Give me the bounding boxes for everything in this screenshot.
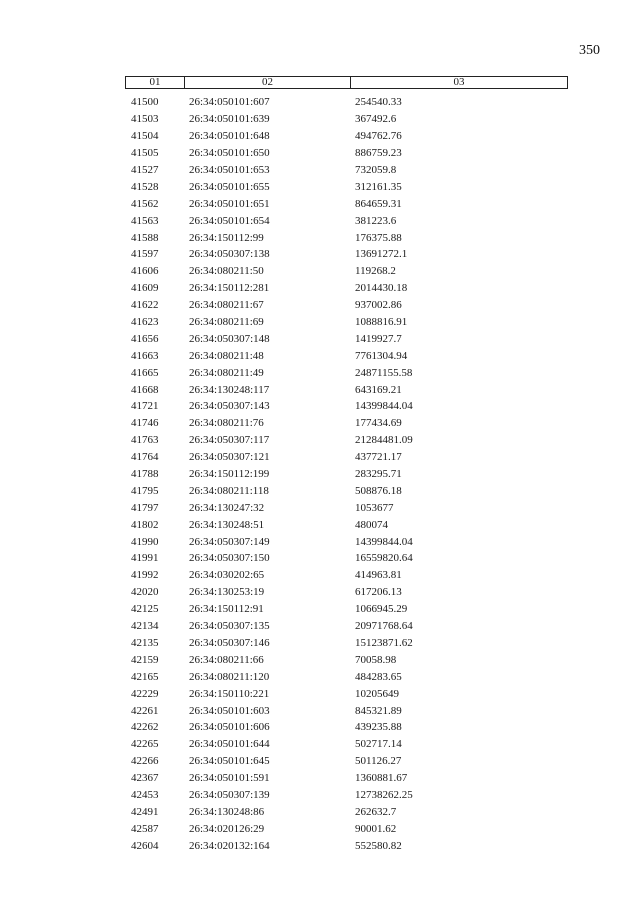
cadastral-number-cell: 26:34:030202:65 [189,569,265,582]
record-id-cell: 42367 [131,772,159,785]
value-cell: 617206.13 [355,586,402,599]
cadastral-number-cell: 26:34:080211:67 [189,299,264,312]
value-cell: 176375.88 [355,231,402,244]
cadastral-number-cell: 26:34:080211:118 [189,484,269,497]
cadastral-number-cell: 26:34:050307:148 [189,332,270,345]
cadastral-number-cell: 26:34:150112:199 [189,468,270,481]
value-cell: 2014430.18 [355,282,408,295]
value-cell: 367492.6 [355,113,397,126]
cadastral-number-cell: 26:34:050101:651 [189,197,270,210]
record-id-cell: 42266 [131,755,159,768]
cadastral-number-cell: 26:34:050307:138 [189,248,270,261]
cadastral-number-cell: 26:34:050307:139 [189,788,270,801]
column-header-03: 03 [453,76,465,88]
value-cell: 643169.21 [355,383,402,396]
value-cell: 262632.7 [355,805,397,818]
table-row [131,753,568,770]
cadastral-number-cell: 26:34:080211:50 [189,265,264,278]
cadastral-number-cell: 26:34:130253:19 [189,586,265,599]
cadastral-number-cell: 26:34:050101:653 [189,164,270,176]
table-row [131,635,568,652]
cadastral-number-cell: 26:34:050307:121 [189,451,270,464]
record-id-cell: 41606 [131,265,159,278]
cadastral-number-cell: 26:34:080211:49 [189,366,264,379]
value-cell: 1419927.7 [355,332,402,345]
record-id-cell: 42587 [131,822,159,835]
cadastral-number-cell: 26:34:050307:143 [189,400,270,413]
cadastral-number-cell: 26:34:150110:221 [189,687,270,700]
cadastral-number-cell: 26:34:020126:29 [189,822,265,835]
cadastral-number-cell: 26:34:130247:32 [189,501,265,514]
record-id-cell: 41764 [131,451,159,464]
table-row [131,685,568,702]
table-row [131,347,568,364]
record-id-cell: 42159 [131,653,159,666]
record-id-cell: 42262 [131,721,159,734]
record-id-cell: 41505 [131,147,159,160]
table-row [131,195,568,212]
record-id-cell: 41802 [131,518,159,531]
table-row [131,297,568,314]
cadastral-number-cell: 26:34:130248:86 [189,805,265,818]
cadastral-number-cell: 26:34:080211:48 [189,349,264,362]
record-id-cell: 41795 [131,484,159,497]
column-header-01: 01 [126,77,185,88]
table-header [125,76,568,89]
table-row [131,364,568,381]
cadastral-number-cell: 26:34:150112:281 [189,282,270,295]
table-row [131,381,568,398]
value-cell: 70058.98 [355,653,397,666]
table-row [131,263,568,280]
table-row [131,719,568,736]
record-id-cell: 41622 [131,299,159,312]
cadastral-number-cell: 26:34:130248:51 [189,518,265,531]
value-cell: 16559820.64 [355,552,413,565]
value-cell: 937002.86 [355,299,402,312]
table-row [131,651,568,668]
record-id-cell: 42261 [131,704,159,717]
value-cell: 14399844.04 [355,535,413,548]
cadastral-number-cell: 26:34:050101:644 [189,738,270,751]
record-id-cell: 41788 [131,468,159,481]
record-id-cell: 41563 [131,214,159,227]
value-cell: 119268.2 [355,265,396,278]
record-id-cell: 42020 [131,586,159,599]
record-id-cell: 41504 [131,130,159,143]
cadastral-number-cell: 26:34:080211:69 [189,316,264,329]
record-id-cell: 41623 [131,316,159,329]
table-row [131,449,568,466]
record-id-cell: 41528 [131,180,159,193]
table-row [131,803,568,820]
value-cell: 437721.17 [355,451,402,464]
table-row [131,567,568,584]
table-row [131,128,568,145]
table-row [131,618,568,635]
value-cell: 508876.18 [355,484,402,497]
record-id-cell: 41597 [131,248,159,261]
record-id-cell: 41656 [131,332,159,345]
record-id-cell: 41527 [131,164,159,176]
table-row [131,550,568,567]
cadastral-number-cell: 26:34:050101:654 [189,214,270,227]
cadastral-number-cell: 26:34:150112:99 [189,231,264,244]
table-row [131,229,568,246]
cadastral-number-cell: 26:34:130248:117 [189,383,270,396]
table-row [131,820,568,837]
table-body [131,94,568,854]
record-id-cell: 41797 [131,501,159,514]
value-cell: 10205649 [355,687,399,700]
page-number: 350 [579,43,600,58]
table-row [131,466,568,483]
value-cell: 13691272.1 [355,248,408,261]
table-row [131,432,568,449]
cadastral-number-cell: 26:34:050101:606 [189,721,270,734]
record-id-cell: 41609 [131,282,159,295]
table-row [131,736,568,753]
table-row [131,398,568,415]
table-row [131,584,568,601]
table-row [131,94,568,111]
table-row [131,837,568,854]
record-id-cell: 41992 [131,569,159,582]
table-row [131,162,568,179]
value-cell: 552580.82 [355,839,402,852]
value-cell: 439235.88 [355,721,402,734]
value-cell: 414963.81 [355,569,402,582]
value-cell: 24871155.58 [355,366,413,379]
record-id-cell: 41500 [131,96,159,109]
value-cell: 1360881.67 [355,772,408,785]
cadastral-number-cell: 26:34:050101:607 [189,96,270,109]
value-cell: 501126.27 [355,755,402,768]
table-row [131,111,568,128]
value-cell: 177434.69 [355,417,402,430]
table-row [131,482,568,499]
table-row [131,178,568,195]
value-cell: 21284481.09 [355,434,413,447]
cadastral-number-cell: 26:34:050101:603 [189,704,270,717]
value-cell: 283295.71 [355,468,402,481]
column-header-02: 02 [185,77,351,88]
cadastral-number-cell: 26:34:050101:655 [189,180,270,193]
cadastral-number-cell: 26:34:050307:135 [189,620,270,633]
record-id-cell: 42134 [131,620,159,633]
cadastral-number-cell: 26:34:080211:76 [189,417,264,430]
value-cell: 15123871.62 [355,636,413,649]
value-cell: 312161.35 [355,180,402,193]
record-id-cell: 41991 [131,552,159,565]
cadastral-number-cell: 26:34:080211:66 [189,653,264,666]
table-row [131,516,568,533]
table-row [131,702,568,719]
value-cell: 480074 [355,518,388,531]
record-id-cell: 41663 [131,349,159,362]
cadastral-number-cell: 26:34:080211:120 [189,670,270,683]
value-cell: 7761304.94 [355,349,408,362]
value-cell: 1053677 [355,501,394,514]
value-cell: 494762.76 [355,130,402,143]
record-id-cell: 42135 [131,636,159,649]
value-cell: 864659.31 [355,197,402,210]
table-row [131,770,568,787]
record-id-cell: 41588 [131,231,159,244]
record-id-cell: 41665 [131,366,159,379]
record-id-cell: 41990 [131,535,159,548]
cadastral-number-cell: 26:34:150112:91 [189,603,264,616]
value-cell: 484283.65 [355,670,402,683]
table-row [131,499,568,516]
record-id-cell: 41503 [131,113,159,126]
value-cell: 732059.8 [355,164,397,176]
value-cell: 1088816.91 [355,316,408,329]
value-cell: 90001.62 [355,822,397,835]
value-cell: 14399844.04 [355,400,413,413]
record-id-cell: 42453 [131,788,159,801]
record-id-cell: 41763 [131,434,159,447]
value-cell: 845321.89 [355,704,402,717]
cadastral-number-cell: 26:34:050307:146 [189,636,270,649]
cadastral-number-cell: 26:34:050307:150 [189,552,270,565]
value-cell: 20971768.64 [355,620,413,633]
cadastral-number-cell: 26:34:050101:591 [189,772,270,785]
record-id-cell: 41746 [131,417,159,430]
table-row [131,668,568,685]
record-id-cell: 41668 [131,383,159,396]
record-id-cell: 41721 [131,400,159,413]
table-row [131,415,568,432]
value-cell: 254540.33 [355,96,402,109]
value-cell: 502717.14 [355,738,402,751]
cadastral-number-cell: 26:34:050101:639 [189,113,270,126]
record-id-cell: 41562 [131,197,159,210]
cadastral-number-cell: 26:34:050307:149 [189,535,270,548]
value-cell: 1066945.29 [355,603,408,616]
table-row [131,314,568,331]
value-cell: 12738262.25 [355,788,413,801]
table-row [131,601,568,618]
record-id-cell: 42491 [131,805,159,818]
record-id-cell: 42604 [131,839,159,852]
table-row [131,533,568,550]
table-row [131,280,568,297]
record-id-cell: 42125 [131,603,159,616]
cadastral-number-cell: 26:34:050101:648 [189,130,270,143]
value-cell: 381223.6 [355,214,397,227]
table-row [131,246,568,263]
record-id-cell: 42165 [131,670,159,683]
record-id-cell: 42229 [131,687,159,700]
cadastral-number-cell: 26:34:050307:117 [189,434,270,447]
table-row [131,212,568,229]
table-row [131,330,568,347]
cadastral-number-cell: 26:34:050101:650 [189,147,270,160]
table-row [131,787,568,804]
cadastral-number-cell: 26:34:020132:164 [189,839,270,852]
value-cell: 886759.23 [355,147,402,160]
record-id-cell: 42265 [131,738,159,751]
cadastral-number-cell: 26:34:050101:645 [189,755,270,768]
table-row [131,145,568,162]
